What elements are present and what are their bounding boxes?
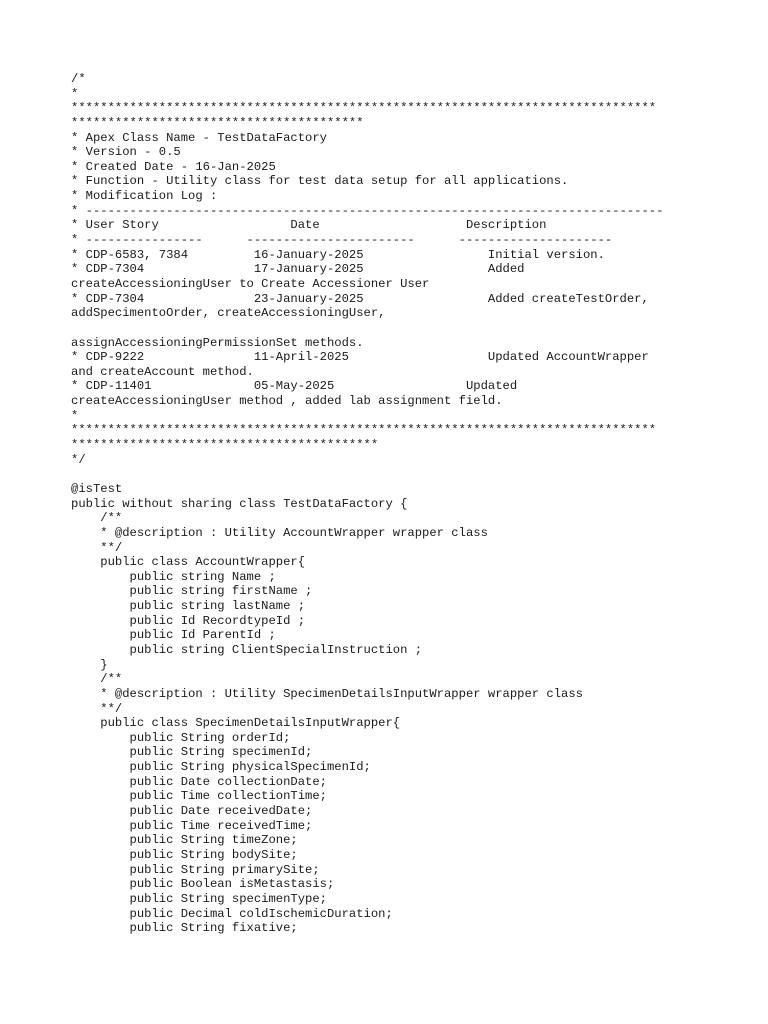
code-line: and createAccount method. bbox=[71, 364, 254, 379]
code-line: public Decimal coldIschemicDuration; bbox=[71, 906, 393, 921]
code-line: ******************************************************************************** bbox=[71, 101, 657, 116]
code-line: */ bbox=[71, 452, 86, 467]
code-line: public Id RecordtypeId ; bbox=[71, 613, 306, 628]
code-line bbox=[71, 467, 731, 482]
code-line: public Time receivedTime; bbox=[71, 818, 313, 833]
code-line: public string firstName ; bbox=[71, 584, 313, 599]
code-line: public Id ParentId ; bbox=[71, 628, 276, 643]
code-line: public string lastName ; bbox=[71, 599, 306, 614]
code-line: * User Story Date Description bbox=[71, 218, 547, 233]
code-line: public Date receivedDate; bbox=[71, 804, 313, 819]
code-line: public Date collectionDate; bbox=[71, 774, 327, 789]
code-line: * Created Date - 16-Jan-2025 bbox=[71, 159, 276, 174]
code-line: * Version - 0.5 bbox=[71, 145, 181, 160]
code-line: ******************************************************************************** bbox=[71, 423, 657, 438]
code-line: public Boolean isMetastasis; bbox=[71, 877, 335, 892]
code-line: @isTest bbox=[71, 481, 123, 496]
code-line: public String fixative; bbox=[71, 921, 298, 936]
code-line: public class SpecimenDetailsInputWrapper{ bbox=[71, 716, 401, 731]
code-line: public String orderId; bbox=[71, 730, 291, 745]
code-line: public class AccountWrapper{ bbox=[71, 555, 306, 570]
code-line: addSpecimentoOrder, createAccessioningUser, bbox=[71, 306, 386, 321]
code-line: * CDP-7304 17-January-2025 Added bbox=[71, 262, 525, 277]
code-line: * bbox=[71, 86, 79, 101]
code-line: createAccessioningUser method , added lab assignment field. bbox=[71, 394, 503, 409]
code-line: * CDP-6583, 7384 16-January-2025 Initial version. bbox=[71, 247, 605, 262]
code-line: * ---------------- ----------------------- --------------------- bbox=[71, 233, 613, 248]
code-line: public String specimenId; bbox=[71, 745, 313, 760]
code-line: public String timeZone; bbox=[71, 833, 298, 848]
code-line: public string Name ; bbox=[71, 569, 276, 584]
code-line: * bbox=[71, 408, 79, 423]
code-line: * @description : Utility AccountWrapper wrapper class bbox=[71, 525, 488, 540]
code-line: public String specimenType; bbox=[71, 891, 327, 906]
code-line: /** bbox=[71, 511, 123, 526]
code-line bbox=[71, 321, 731, 336]
code-line: **/ bbox=[71, 701, 123, 716]
code-line: } bbox=[71, 657, 108, 672]
code-line: * CDP-9222 11-April-2025 Updated AccountWrapper bbox=[71, 350, 649, 365]
code-line: ****************************************** bbox=[71, 438, 379, 453]
code-line: * Apex Class Name - TestDataFactory bbox=[71, 130, 327, 145]
code-line: public String bodySite; bbox=[71, 847, 298, 862]
code-line: public String physicalSpecimenId; bbox=[71, 760, 371, 775]
code-line: /** bbox=[71, 672, 123, 687]
code-line: public string ClientSpecialInstruction ; bbox=[71, 642, 423, 657]
code-line: createAccessioningUser to Create Accessioner User bbox=[71, 276, 430, 291]
code-line: /* bbox=[71, 72, 86, 86]
code-listing bbox=[71, 72, 731, 936]
code-line: public without sharing class TestDataFactory { bbox=[71, 496, 408, 511]
code-line: **************************************** bbox=[71, 115, 364, 130]
code-line: * Function - Utility class for test data setup for all applications. bbox=[71, 174, 569, 189]
code-line: * CDP-7304 23-January-2025 Added createTestOrder, bbox=[71, 291, 649, 306]
code-line: * ------------------------------------------------------------------------------- bbox=[71, 203, 664, 218]
code-line: assignAccessioningPermissionSet methods. bbox=[71, 335, 364, 350]
code-line: public String primarySite; bbox=[71, 862, 320, 877]
code-line: * CDP-11401 05-May-2025 Updated bbox=[71, 379, 518, 394]
code-line: * Modification Log : bbox=[71, 189, 218, 204]
code-line: **/ bbox=[71, 540, 123, 555]
code-line: public Time collectionTime; bbox=[71, 789, 327, 804]
code-line: * @description : Utility SpecimenDetailsInputWrapper wrapper class bbox=[71, 686, 583, 701]
